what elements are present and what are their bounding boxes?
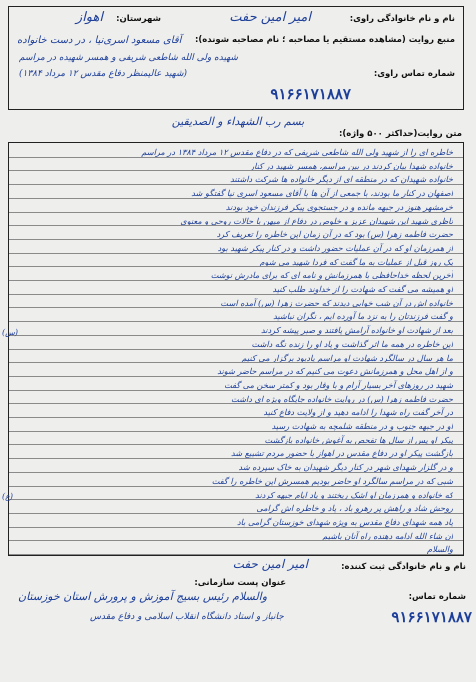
bismillah: بسم رب الشهداء و الصدیقین xyxy=(171,115,305,128)
source-value-line3: (شهید عالیمنظر دفاع مقدس ۱۲ مرداد ۱۳۸۴) xyxy=(19,69,187,79)
narrative-line: ما هر سال در سالگرد شهادت او مراسم یادبود برگزار می کنیم xyxy=(241,352,453,363)
ruled-line xyxy=(9,321,463,322)
narrative-line: او همیشه می گفت که شهادت را از خداوند طلب کنید xyxy=(272,284,453,294)
narrative-line: در آخر گفت راه شهدا را ادامه دهید و از ولایت دفاع کنید xyxy=(263,407,453,418)
narrative-line: آخرین لحظه خداحافظی با همرزمانش و نامه ای که برای مادرش نوشت xyxy=(210,270,453,281)
narrative-line: و از اهل محل و همرزمانش دعوت می کنیم که در مراسم حاضر شوند xyxy=(217,366,453,377)
ruled-line xyxy=(9,253,463,254)
ruled-line xyxy=(9,390,463,391)
narrator-name-value: امیر امین حفت xyxy=(229,10,311,25)
ruled-line xyxy=(9,513,463,514)
ruled-line xyxy=(9,184,463,185)
ruled-line xyxy=(9,157,463,158)
header-box xyxy=(8,6,464,110)
ruled-line xyxy=(9,307,463,308)
narrative-line: او در جبهه جنوب و در منطقه شلمچه به شهادت رسید xyxy=(271,421,453,431)
ruled-line xyxy=(9,170,463,171)
narrative-line: بعد از شهادت او خانواده آرامش یافتند و صبر پیشه کردند xyxy=(261,325,453,336)
ruled-line xyxy=(9,212,463,213)
ruled-line xyxy=(9,540,463,541)
ruled-line xyxy=(9,335,463,336)
narrative-line: خانواده اش در آن شب خوابی دیدند که حضرت زهرا (س) آمده است xyxy=(220,297,453,308)
ruled-line xyxy=(9,499,463,500)
margin-note: (ع) xyxy=(2,492,14,501)
narrative-line: روحش شاد و راهش پر رهرو باد ، یاد و خاطره اش گرامی xyxy=(256,503,453,514)
source-value-line1: آقای مسعود اسری‌نیا ، در دست خانواده xyxy=(17,35,182,46)
margin-note: (س) xyxy=(2,328,19,337)
ruled-line xyxy=(9,280,463,281)
recorder-value: امیر امین حفت xyxy=(232,557,308,571)
city-label: شهرستان: xyxy=(116,14,161,24)
narrative-line: که خانواده و همرزمان او اشک ریختند و یاد ایام جبهه کردند xyxy=(255,489,453,500)
ruled-line xyxy=(9,554,463,555)
narrative-line: خاطره ای را از شهید ولی الله شاطعی شریفی که در دفاع مقدس ۱۲ مرداد ۱۳۸۴ در مراسم xyxy=(141,147,453,157)
narrative-line: والسلام xyxy=(427,544,453,555)
narrative-line: یک روز قبل از عملیات به ما گفت که فردا شهید می شوم xyxy=(259,256,453,267)
narrative-line: اصفهان در کنار ما بودند، با جمعی از آن ها با آقای مسعود اسری نیا گفتگو شد xyxy=(191,188,453,199)
org-value-line2: جانباز و استاد دانشگاه انقلاب اسلامی و دفاع مقدس xyxy=(90,612,284,622)
ruled-line xyxy=(9,376,463,377)
narrative-line: ان شاء الله ادامه دهنده راه آنان باشیم xyxy=(322,530,453,541)
ruled-line xyxy=(9,225,463,226)
city-value: اهواز xyxy=(75,10,103,25)
footer-phone-label: شماره تماس: xyxy=(408,592,466,602)
narrative-line: خانواده شهیدان که در منطقه ای از دیگر خانواده ها شرکت داشتند xyxy=(230,174,453,185)
recorder-label: نام و نام خانوادگی ثبت کننده: xyxy=(341,562,466,572)
narrative-line: یاد همه شهدای دفاع مقدس به ویژه شهدای خوزستان گرامی باد xyxy=(237,516,453,527)
ruled-line xyxy=(9,486,463,487)
ruled-line xyxy=(9,349,463,350)
ruled-line xyxy=(9,458,463,459)
ruled-line xyxy=(9,431,463,432)
ruled-line xyxy=(9,403,463,404)
narrative-line: شهید در روزهای آخر بسیار آرام و با وقار بود و کمتر سخن می گفت xyxy=(224,379,453,390)
source-value-line2: شهیده ولی الله شاطعی شریفی و همسر شهیده در مراسم xyxy=(19,53,238,63)
footer-phone-value: ۹۱۶۶۱۷۱۸۸۷ xyxy=(391,608,472,626)
narrative-line: و در گلزار شهدای شهر در کنار دیگر شهیدان به خاک سپرده شد xyxy=(238,462,453,473)
narrative-line: ناظری شهید این شهیدان عزیز و خلوص در دفاع از میهن با حالات روحی و معنوی xyxy=(180,215,453,226)
ruled-line xyxy=(9,198,463,199)
narrative-line: و گفت فرزندتان را به نزد ما آورده ایم ، نگران نباشید xyxy=(273,311,453,322)
ruled-line xyxy=(9,266,463,267)
narrative-line: این خاطره در همه ما اثر گذاشت و یاد او را زنده نگه داشت xyxy=(251,338,453,349)
narrative-line: پیکر او پس از سال ها تفحص به آغوش خانواده بازگشت xyxy=(264,434,453,445)
ruled-line xyxy=(9,294,463,295)
org-label: عنوان پست سازمانی: xyxy=(194,578,286,588)
ruled-line xyxy=(9,527,463,528)
narrative-line: حضرت فاطمه زهرا (س) بود که در آن زمان این خاطره را تعریف کرد xyxy=(216,229,453,240)
phone-label: شماره تماس راوی: xyxy=(373,69,455,79)
text-label: متن روایت(حداکثر ۵۰۰ واژه): xyxy=(338,129,462,139)
source-label: منبع روایت (مشاهده مستقیم یا مصاحبه ؛ نام مصاحبه شونده): xyxy=(194,35,455,45)
narrative-line: حضرت فاطمه زهرا (س) در روایت خانواده جایگاه ویژه ای داشت xyxy=(231,393,453,404)
narrative-line: بازگشت پیکر او در دفاع مقدس در اهواز با حضور مردم تشییع شد xyxy=(230,448,453,459)
narrative-line: خرمشهر هنوز در جبهه مانده و در جستجوی پیکر فرزندان خود بودند xyxy=(225,201,453,212)
ruled-line xyxy=(9,472,463,473)
narrative-line: خانواده شهدا بیان کردند در بین مراسم، همسر شهید در کنار xyxy=(250,160,453,171)
ruled-line xyxy=(9,417,463,418)
narrative-line: شبی که در مراسم سالگرد او حاضر بودیم همسرش این خاطره را گفت xyxy=(211,475,453,486)
narrator-name-label: نام و نام خانوادگی راوی: xyxy=(349,14,455,24)
narrative-text-area xyxy=(8,142,464,556)
org-value-line1: والسلام رئیس بسیج آموزش و پرورش استان خوزستان xyxy=(18,590,268,603)
phone-value: ۹۱۶۶۱۷۱۸۸۷ xyxy=(270,85,351,103)
ruled-line xyxy=(9,362,463,363)
ruled-line xyxy=(9,239,463,240)
ruled-line xyxy=(9,444,463,445)
narrative-line: از همرزمان او که در آن عملیات حضور داشت و در کنار پیکر شهید بود xyxy=(217,242,453,253)
